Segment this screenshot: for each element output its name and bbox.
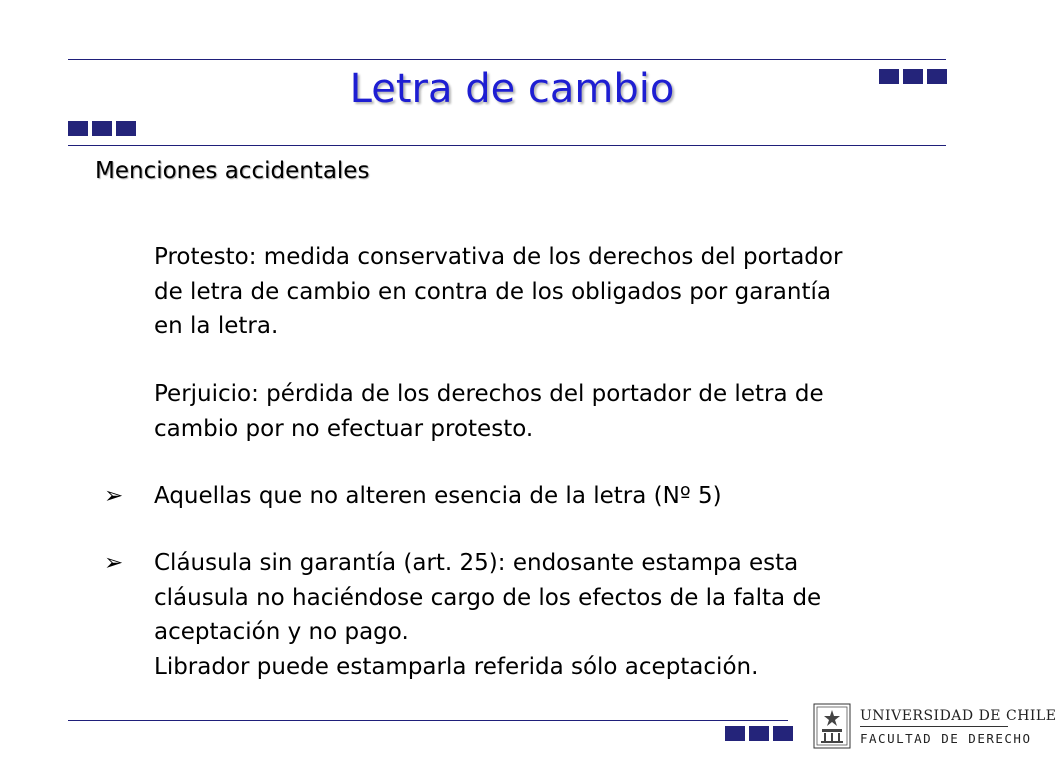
bullet-item-clausula — [154, 546, 914, 684]
left-squares-decoration — [68, 121, 136, 136]
title-underline-rule — [68, 145, 946, 146]
university-crest-icon — [812, 702, 852, 750]
square — [749, 726, 769, 741]
top-rule — [68, 59, 946, 60]
arrow-bullet-icon: ➢ — [104, 550, 124, 576]
text-line: Cláusula sin garantía (art. 25): endosante estampa esta — [154, 550, 799, 576]
square — [92, 121, 112, 136]
bottom-squares-decoration — [725, 726, 793, 741]
paragraph-perjuicio — [154, 377, 914, 446]
text-line: Protesto: medida conservativa de los derechos del portador — [154, 244, 843, 270]
logo-faculty-name: FACULTAD DE DERECHO — [860, 731, 1032, 746]
logo-divider — [860, 726, 1008, 727]
text-line: en la letra. — [154, 313, 279, 339]
logo-university-name: UNIVERSIDAD DE CHILE — [860, 708, 1056, 724]
text-line: cláusula no haciéndose cargo de los efectos de la falta de — [154, 584, 822, 611]
square — [725, 726, 745, 741]
slide-title: Letra de cambio — [349, 66, 675, 112]
square — [68, 121, 88, 136]
slide-subtitle: Menciones accidentales — [95, 158, 370, 184]
bottom-rule — [68, 720, 788, 721]
arrow-bullet-icon: ➢ — [104, 483, 124, 509]
text-line: de letra de cambio en contra de los obligados por garantía — [154, 278, 831, 305]
bullet-item-aquellas — [154, 479, 914, 514]
text-line: Perjuicio: pérdida de los derechos del portador de letra de — [154, 381, 824, 407]
paragraph-protesto — [154, 240, 914, 344]
square — [116, 121, 136, 136]
text-line: Aquellas que no alteren esencia de la letra (Nº 5) — [154, 483, 722, 509]
square — [773, 726, 793, 741]
text-line: cambio por no efectuar protesto. — [154, 415, 534, 442]
text-line: aceptación y no pago. — [154, 619, 409, 645]
text-line: Librador puede estamparla referida sólo aceptación. — [154, 653, 759, 680]
universidad-de-chile-logo — [812, 700, 1056, 752]
